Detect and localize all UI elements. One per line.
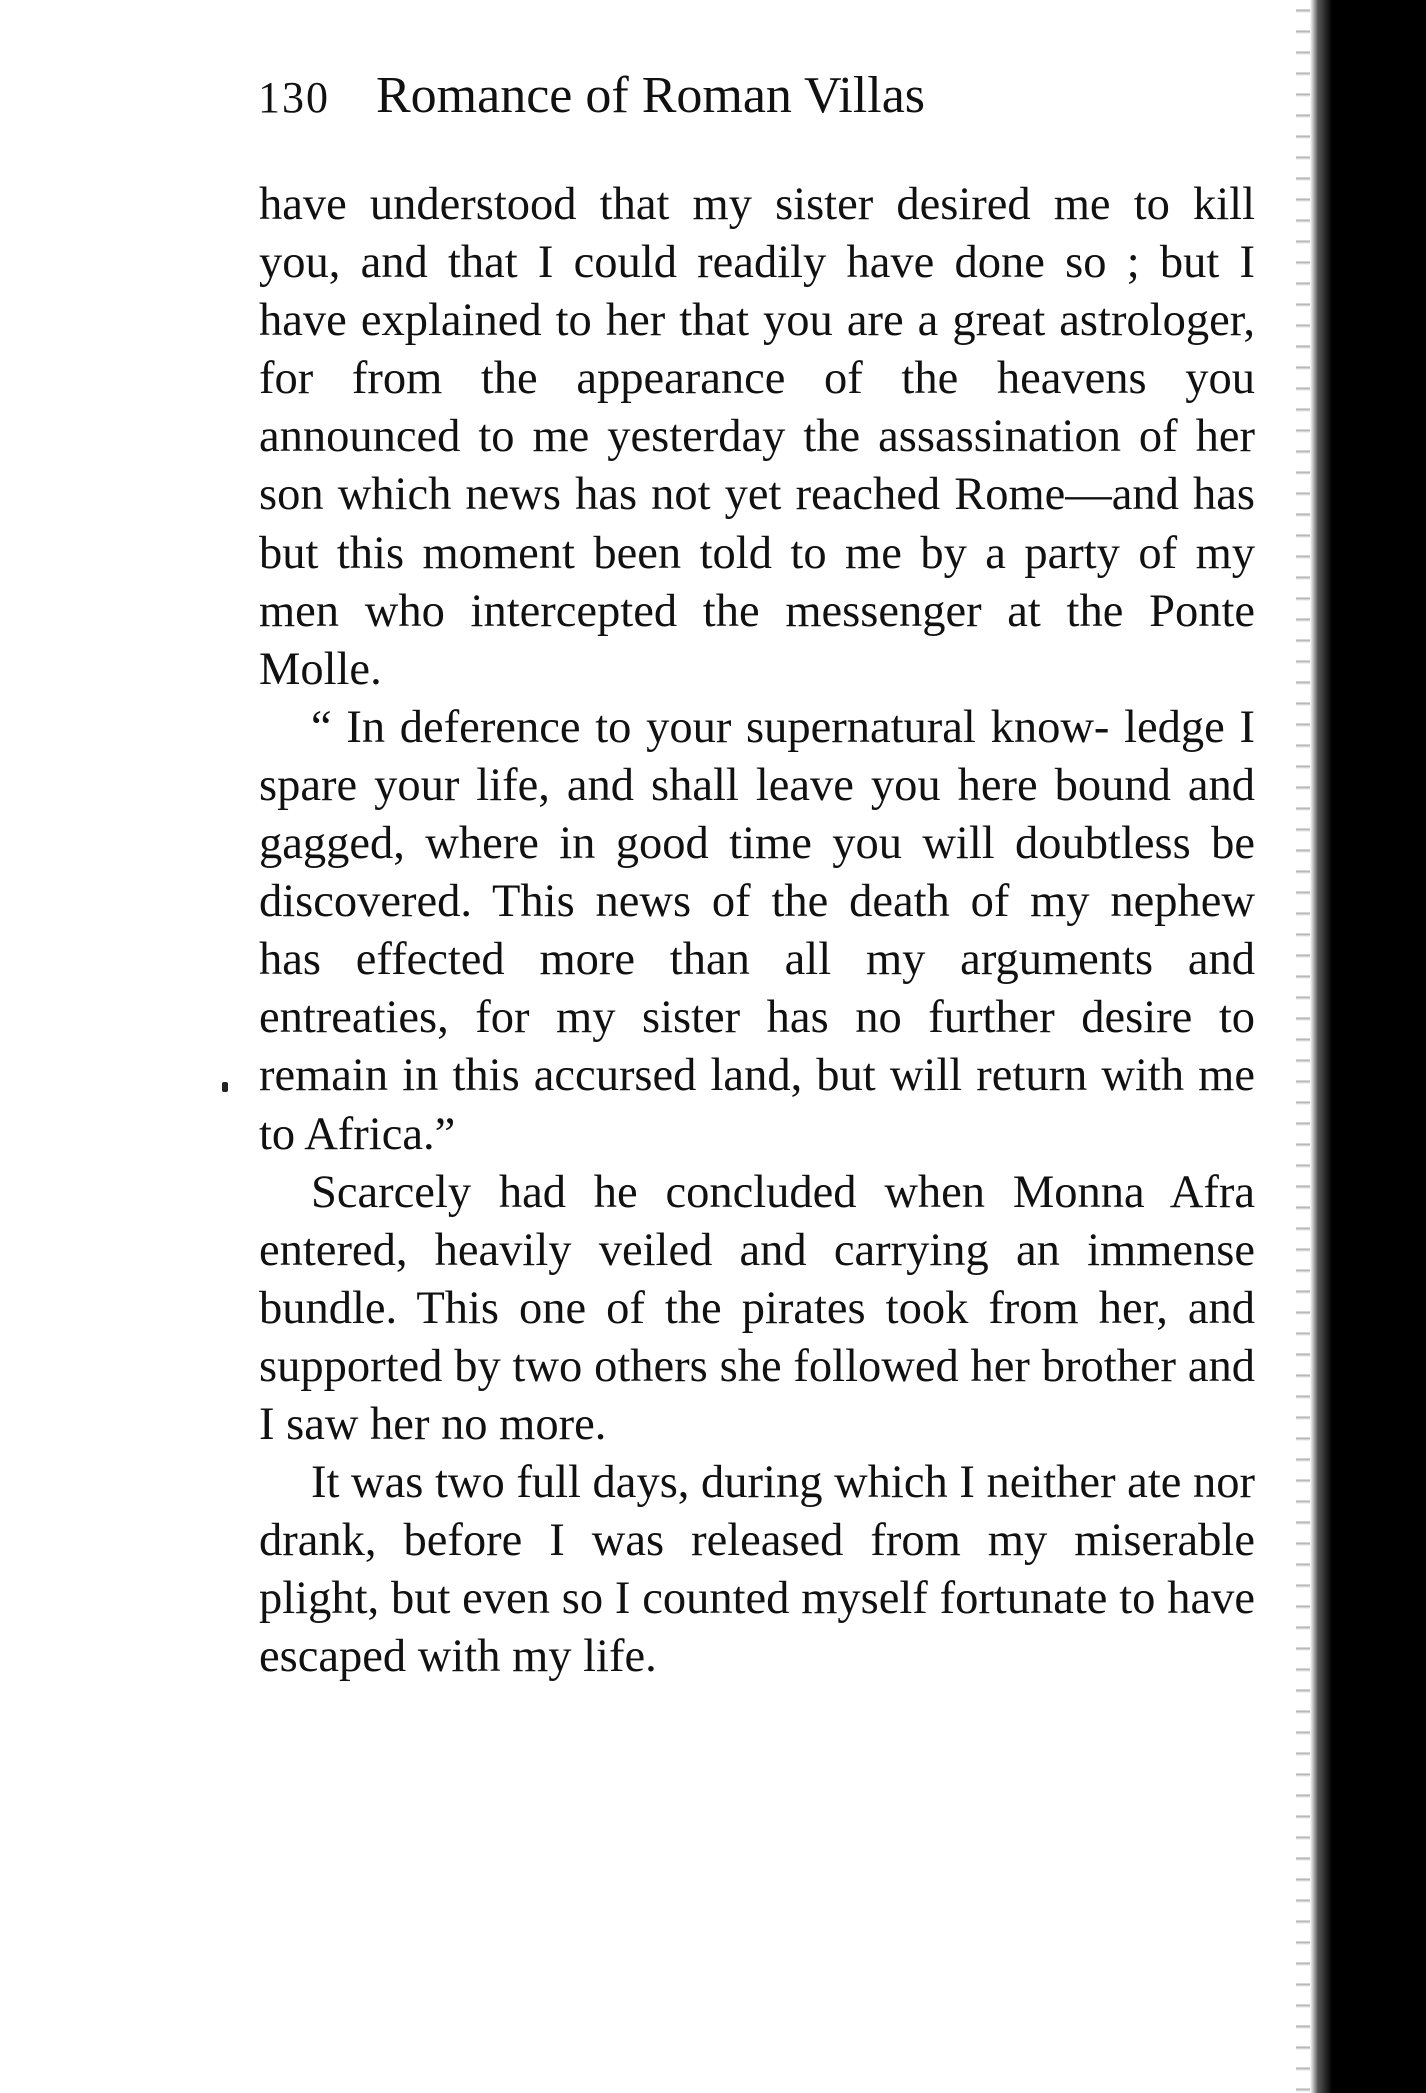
body-text — [259, 176, 1255, 1686]
binding-shadow — [1310, 0, 1426, 2093]
page-header — [258, 66, 925, 125]
stray-ink-mark — [222, 1082, 228, 1092]
paragraph-departure: Scarcely had he concluded when Monna Afra entered, heavily veiled and carrying an immense bundle. This one of the pirates took from her, and supported by two others she followed her brother and I saw her no more. — [259, 1166, 1255, 1450]
paragraph-quote: “ In deference to your supernatural know- ledge I spare your life, and shall leave you here bound and gagged, where in good time you will doubtless be discovered. This news of the death of my nephew has effected more than all my arguments and entreaties, for my sister has no further desire to remain in this accursed land, but will return with me to Africa.” — [259, 701, 1255, 1160]
page-number: 130 — [258, 73, 330, 122]
paragraph-continued: have understood that my sister desired me to kill you, and that I could readily have done so ; but I have explained to her that you are a great astrologer, for from the appearance of the heavens you announced to me yesterday the assassination of her son which news has not yet reached Rome—and has but this moment been told to me by a party of my men who intercepted the messenger at the Ponte Molle. — [259, 179, 1255, 695]
running-title: Romance of Roman Villas — [376, 67, 926, 124]
paragraph-release: It was two full days, during which I neither ate nor drank, before I was released from my miserable plight, but even so I counted myself fortunate to have escaped with my life. — [259, 1457, 1255, 1683]
